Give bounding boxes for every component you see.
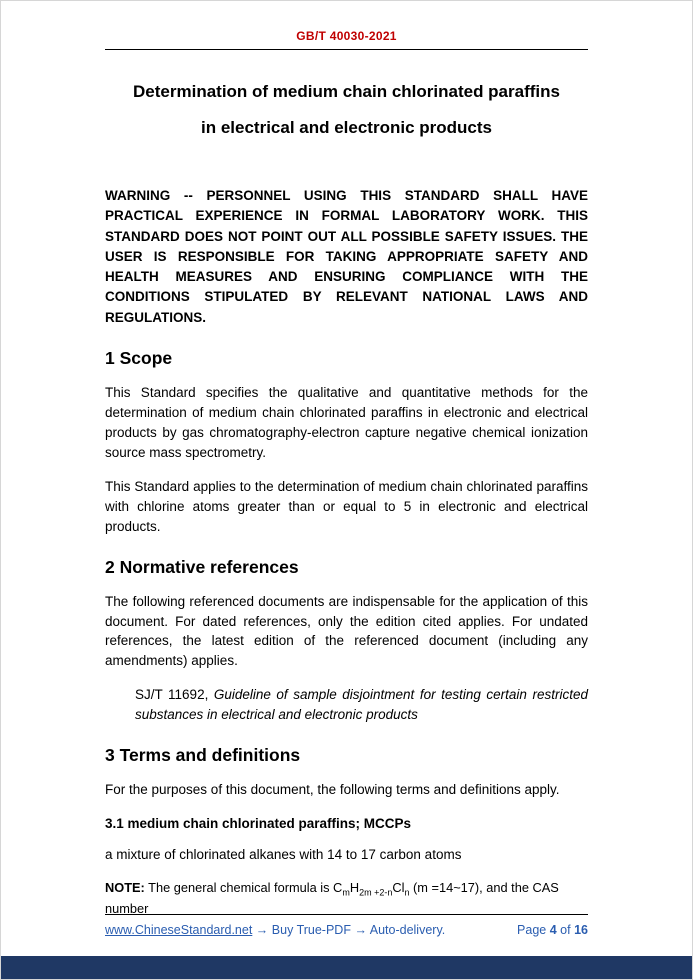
bottom-bar xyxy=(1,956,692,979)
page-label: Page xyxy=(517,923,547,937)
note-text-3: Cl xyxy=(392,880,405,896)
normative-references-paragraph: The following referenced documents are indispensable for the application of this document. For dated references, only the edition cited applies. For undated references, the latest edition of the referenced document (including any amendments) applies. xyxy=(105,593,588,669)
formula-subscript-2m: 2m +2-n xyxy=(359,887,393,898)
reference-entry xyxy=(105,685,588,725)
footer-left xyxy=(105,923,445,937)
warning-paragraph: WARNING -- PERSONNEL USING THIS STANDARD SHALL HAVE PRACTICAL EXPERIENCE IN FORMAL LABORATORY WORK. THIS STANDARD DOES NOT POINT OUT ALL POSSIBLE SAFETY ISSUES. THE USER IS RESPONSIBLE FOR TAKING APPROPRIATE SAFETY AND HEALTH MEASURES AND ENSURING COMPLIANCE WITH THE CONDITIONS STIPULATED BY RELEVANT NATIONAL LAWS AND REGULATIONS. xyxy=(105,188,588,325)
arrow-icon: → xyxy=(255,923,269,937)
terms-intro-paragraph: For the purposes of this document, the following terms and definitions apply. xyxy=(105,782,560,798)
scope-paragraph-1: This Standard specifies the qualitative and quantitative methods for the determination of medium chain chlorinated paraffins in electronic and electrical products by gas chromatography-electron capture negative chemical ionization source mass spectrometry. xyxy=(105,384,588,460)
formula-subscript-m: m xyxy=(342,887,350,898)
buy-true-pdf-text: Buy True-PDF xyxy=(271,923,351,937)
document-title-line1: Determination of medium chain chlorinated paraffins xyxy=(133,82,560,101)
note-text-4: (m =14~17), and the CAS number xyxy=(105,880,559,916)
note-text-2: H xyxy=(349,880,360,896)
footer-row xyxy=(105,923,588,937)
page-indicator xyxy=(517,923,588,937)
term-3-1-definition: a mixture of chlorinated alkanes with 14 to 17 carbon atoms xyxy=(105,847,462,863)
section-heading-scope: 1 Scope xyxy=(105,347,173,368)
note-label: NOTE: xyxy=(105,880,145,896)
document-title-line2: in electrical and electronic products xyxy=(201,118,492,137)
page-content xyxy=(1,1,692,918)
section-heading-normative-references: 2 Normative references xyxy=(105,556,299,577)
footer-rule xyxy=(105,914,588,915)
header-rule xyxy=(105,49,588,50)
auto-delivery-text: Auto-delivery. xyxy=(369,923,446,937)
reference-code: SJ/T 11692, xyxy=(135,687,214,703)
formula-subscript-n: n xyxy=(404,887,410,898)
page-footer xyxy=(105,914,588,937)
term-3-1-heading: 3.1 medium chain chlorinated paraffins; MCCPs xyxy=(105,816,412,832)
arrow-icon: → xyxy=(354,923,367,937)
of-label: of xyxy=(560,923,571,937)
reference-title: Guideline of sample disjointment for testing certain restricted substances in electrical and electronic products xyxy=(135,687,588,723)
section-heading-terms-definitions: 3 Terms and definitions xyxy=(105,745,301,766)
note-paragraph xyxy=(105,879,588,918)
page-current: 4 xyxy=(549,923,557,937)
chinesestandard-link[interactable]: www.ChineseStandard.net xyxy=(105,923,253,937)
note-text-1: The general chemical formula is C xyxy=(144,880,343,896)
scope-paragraph-2: This Standard applies to the determination of medium chain chlorinated paraffins with chlorine atoms greater than or equal to 5 in electronic and electrical products. xyxy=(105,478,588,534)
standard-number: GB/T 40030-2021 xyxy=(296,29,397,43)
page-total: 16 xyxy=(574,923,588,937)
